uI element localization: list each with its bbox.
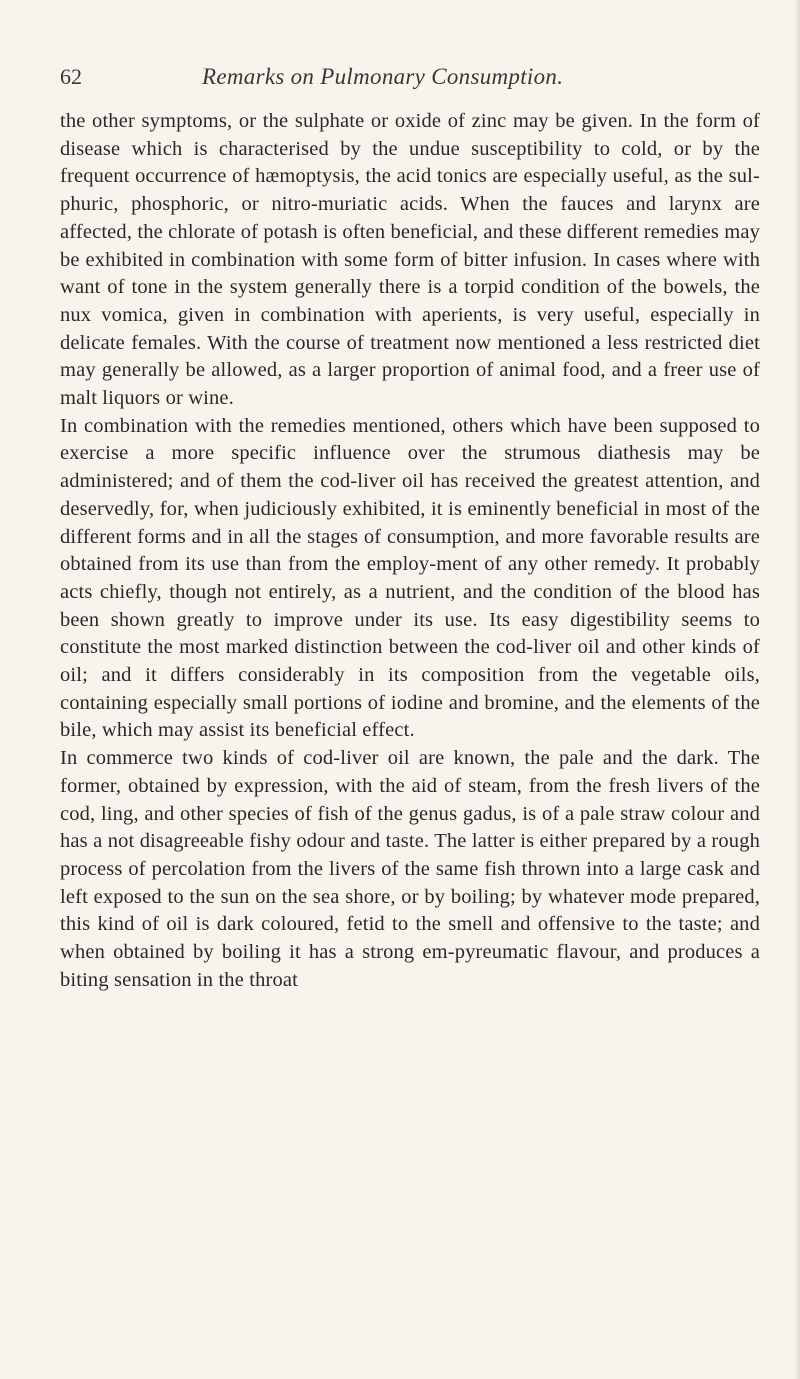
page-edge-shadow	[794, 0, 800, 1379]
running-head	[60, 64, 775, 100]
paragraph-cod-liver-oil: In combination with the remedies mentioned, others which have been supposed to exercise a more specific influence over the strumous diathesis may be administered; and of them the cod-liver oil has received the greatest attention, and deservedly, for, when judiciously exhibited, it is eminently beneficial in most of the different forms and in all the stages of consumption, and more favorable results are obtained from its use than from the employ-ment of any other remedy. It probably acts chiefly, though not entirely, as a nutrient, and the condition of the blood has been shown greatly to improve under its use. Its easy digestibility seems to constitute the most marked distinction between the cod-liver oil and other kinds of oil; and it differs considerably in its composition from the vegetable oils, containing especially small portions of iodine and bromine, and the elements of the bile, which may assist its beneficial effect.	[60, 414, 760, 742]
body-text	[60, 108, 760, 995]
running-title: Remarks on Pulmonary Consumption.	[202, 64, 564, 89]
paragraph-commerce-kinds: In commerce two kinds of cod-liver oil are known, the pale and the dark. The former, obtained by expression, with the aid of steam, from the fresh livers of the cod, ling, and other species of fish of the genus gadus, is of a pale straw colour and has a not disagreeable fishy odour and taste. The latter is either prepared by a rough process of percolation from the livers of the same fish thrown into a large cask and left exposed to the sun on the sea shore, or by boiling; by whatever mode prepared, this kind of oil is dark coloured, fetid to the smell and offensive to the taste; and when obtained by boiling it has a strong em-pyreumatic flavour, and produces a biting sensation in the throat	[60, 747, 760, 991]
page-number: 62	[60, 64, 82, 89]
paragraph-treatment-remedies: the other symptoms, or the sulphate or oxide of zinc may be given. In the form of disease which is characterised by the undue susceptibility to cold, or by the frequent occurrence of hæmoptysis, the acid tonics are especially useful, as the sul-phuric, phosphoric, or nitro-muriatic acids. When the fauces and larynx are affected, the chlorate of potash is often beneficial, and these different remedies may be exhibited in combination with some form of bitter infusion. In cases where with want of tone in the system generally there is a torpid condition of the bowels, the nux vomica, given in combination with aperients, is very useful, especially in delicate females. With the course of treatment now mentioned a less restricted diet may generally be allowed, as a larger proportion of animal food, and a freer use of malt liquors or wine.	[60, 110, 760, 410]
